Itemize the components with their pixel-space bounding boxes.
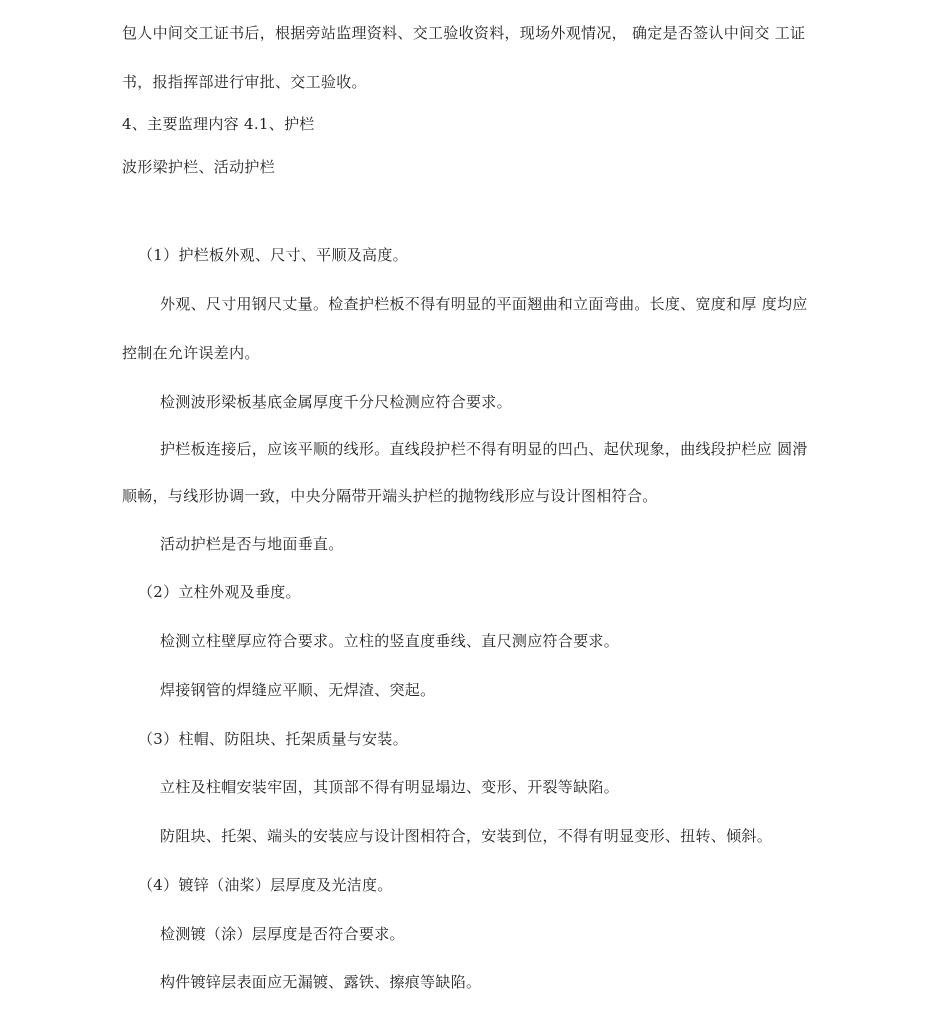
paragraph-line: 检测波形梁板基底金属厚度千分尺检测应符合要求。 xyxy=(160,393,512,411)
paragraph-line: 防阻块、托架、端头的安装应与设计图相符合，安装到位，不得有明显变形、扭转、倾斜。 xyxy=(160,827,773,845)
paragraph-line: 包人中间交工证书后，根据旁站监理资料、交工验收资料，现场外观情况， 确定是否签认中间交 工证 xyxy=(122,24,806,42)
paragraph-line: 立柱及柱帽安装牢固，其顶部不得有明显塌边、变形、开裂等缺陷。 xyxy=(160,778,620,796)
paragraph-line: 检测立柱壁厚应符合要求。立柱的竖直度垂线、直尺测应符合要求。 xyxy=(160,632,620,650)
subsection-heading: 波形梁护栏、活动护栏 xyxy=(122,158,276,176)
section-heading: 4、主要监理内容 4.1、护栏 xyxy=(122,115,315,133)
item-heading: （2）立柱外观及垂度。 xyxy=(138,583,301,601)
item-heading: （1）护栏板外观、尺寸、平顺及高度。 xyxy=(138,246,408,264)
item-heading: （4）镀锌（油桨）层厚度及光洁度。 xyxy=(138,876,393,894)
paragraph-line: 书，报指挥部进行审批、交工验收。 xyxy=(122,73,367,91)
paragraph-line: 检测镀（涂）层厚度是否符合要求。 xyxy=(160,925,405,943)
paragraph-line: 护栏板连接后，应该平顺的线形。直线段护栏不得有明显的凹凸、起伏现象，曲线段护栏应 圆滑 xyxy=(160,440,808,458)
paragraph-line: 外观、尺寸用钢尺丈量。检查护栏板不得有明显的平面翘曲和立面弯曲。长度、宽度和厚 度均应 xyxy=(160,295,808,313)
item-heading: （3）柱帽、防阻块、托架质量与安装。 xyxy=(138,730,408,748)
paragraph-line: 焊接钢管的焊缝应平顺、无焊渣、突起。 xyxy=(160,681,436,699)
paragraph-line: 构件镀锌层表面应无漏镀、露铁、擦痕等缺陷。 xyxy=(160,973,482,991)
paragraph-line: 控制在允许误差内。 xyxy=(122,344,260,362)
paragraph-line: 顺畅，与线形协调一致，中央分隔带开端头护栏的抛物线形应与设计图相符合。 xyxy=(122,487,658,505)
paragraph-line: 活动护栏是否与地面垂直。 xyxy=(160,535,344,553)
